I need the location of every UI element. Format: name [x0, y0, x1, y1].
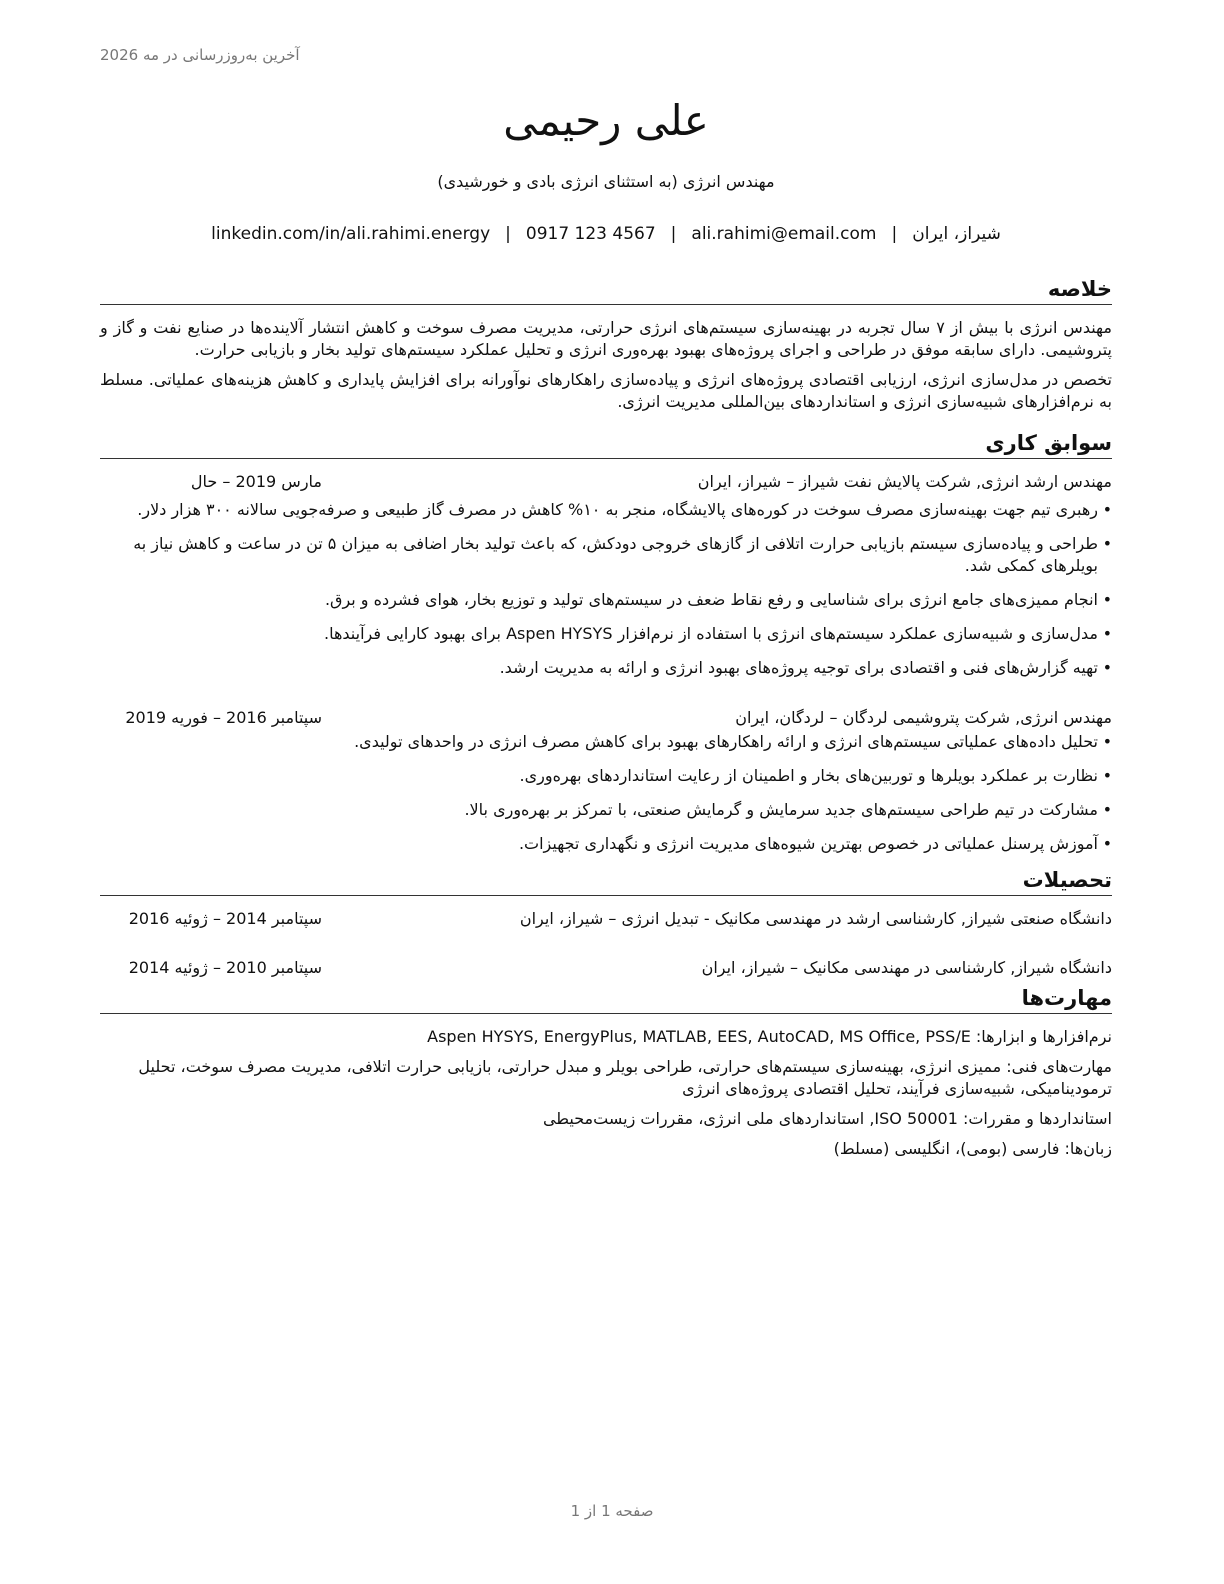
contact-phone[interactable]: 0917 123 4567	[525, 224, 656, 244]
job-header	[100, 707, 1112, 729]
job-entry	[100, 471, 1112, 679]
job-header	[100, 471, 1112, 493]
education-title: دانشگاه صنعتی شیراز, کارشناسی ارشد در مهندسی مکانیک - تبدیل انرژی – شیراز، ایران	[519, 909, 1112, 928]
education-date: سپتامبر 2010 – ژوئیه 2014	[128, 958, 322, 977]
bullet-item: • انجام ممیزی‌های جامع انرژی برای شناسایی و رفع نقاط ضعف در سیستم‌های تولید و توزیع بخار، هوای فشرده و برق.	[100, 589, 1112, 611]
contact-separator: |	[891, 224, 898, 244]
bullet-item: • طراحی و پیاده‌سازی سیستم بازیابی حرارت اتلافی از گازهای خروجی دودکش، که باعث تولید بخار اضافی به میزان ۵ تن در ساعت و کاهش نیاز به بویلرهای کمکی شد.	[100, 533, 1112, 577]
contact-location: شیراز، ایران	[912, 224, 1001, 244]
resume-page	[100, 0, 1112, 1584]
bullet-item: • رهبری تیم جهت بهینه‌سازی مصرف سوخت در کوره‌های پالایشگاه، منجر به ۱۰% کاهش در مصرف گاز طبیعی و صرفه‌جویی سالانه ۳۰۰ هزار دلار.	[100, 499, 1112, 521]
bullet-item: • تحلیل داده‌های عملیاتی سیستم‌های انرژی و ارائه راهکارهای بهبود برای کاهش مصرف انرژی در واحدهای تولیدی.	[100, 731, 1112, 753]
education-date: سپتامبر 2014 – ژوئیه 2016	[128, 909, 322, 928]
experience-section	[100, 430, 1112, 855]
job-title: مهندس انرژی, شرکت پتروشیمی لردگان – لردگان، ایران	[735, 708, 1112, 727]
contact-email[interactable]: ali.rahimi@email.com	[691, 224, 877, 244]
job-date: سپتامبر 2016 – فوریه 2019	[125, 708, 322, 727]
contact-separator: |	[670, 224, 677, 244]
bullet-item: • تهیه گزارش‌های فنی و اقتصادی برای توجیه پروژه‌های بهبود انرژی و ارائه به مدیریت ارشد.	[100, 657, 1112, 679]
last-updated-note: آخرین به‌روزرسانی در مه 2026	[100, 46, 300, 64]
job-date: مارس 2019 – حال	[190, 472, 322, 491]
job-title: مهندس ارشد انرژی, شرکت پالایش نفت شیراز – شیراز، ایران	[697, 472, 1112, 491]
contact-separator: |	[505, 224, 511, 244]
bullet-item: • مشارکت در تیم طراحی سیستم‌های جدید سرمایش و گرمایش صنعتی، با تمرکز بر بهره‌وری بالا.	[100, 799, 1112, 821]
candidate-name: علی رحیمی	[503, 96, 709, 145]
education-heading: تحصیلات	[100, 867, 1112, 896]
job-bullets	[100, 499, 1112, 679]
summary-paragraph: تخصص در مدل‌سازی انرژی، ارزیابی اقتصادی پروژه‌های انرژی و پیاده‌سازی راهکارهای نوآورانه برای افزایش پایداری و کاهش هزینه‌های عملیاتی. مسلط به نرم‌افزارهای شبیه‌سازی انرژی و استانداردهای بین‌المللی مدیریت انرژی.	[100, 370, 1112, 411]
job-subtitle: مهندس انرژی (به استثنای انرژی بادی و خورشیدی)	[437, 172, 775, 191]
job-bullets	[100, 731, 1112, 855]
bullet-item: • مدل‌سازی و شبیه‌سازی عملکرد سیستم‌های انرژی با استفاده از نرم‌افزار Aspen HYSYS برای بهبود کارایی فرآیندها.	[100, 623, 1112, 645]
bullet-item: • آموزش پرسنل عملیاتی در خصوص بهترین شیوه‌های مدیریت انرژی و نگهداری تجهیزات.	[100, 833, 1112, 855]
bullet-item: • نظارت بر عملکرد بویلرها و توربین‌های بخار و اطمینان از رعایت استانداردهای بهره‌وری.	[100, 765, 1112, 787]
skills-section	[100, 985, 1112, 1160]
job-entry	[100, 707, 1112, 855]
education-section	[100, 867, 1112, 979]
page-number: صفحه 1 از 1	[570, 1502, 654, 1520]
experience-heading: سوابق کاری	[100, 430, 1112, 459]
summary-section	[100, 276, 1112, 413]
skill-row: استانداردها و مقررات: ISO 50001, استانداردهای ملی انرژی، مقررات زیست‌محیطی	[542, 1109, 1112, 1128]
contact-line	[100, 224, 1112, 244]
skills-heading: مهارت‌ها	[100, 985, 1112, 1014]
education-title: دانشگاه شیراز, کارشناسی در مهندسی مکانیک – شیراز، ایران	[701, 958, 1112, 977]
summary-paragraph: مهندس انرژی با بیش از ۷ سال تجربه در بهینه‌سازی سیستم‌های انرژی حرارتی، مدیریت مصرف سوخت و کاهش انتشار آلاینده‌ها در صنایع نفت و گاز و پتروشیمی. دارای سابقه موفق در طراحی و اجرای پروژه‌های بهبود بهره‌وری انرژی و تحلیل عملکرد سیستم‌های تولید بخار و بازیابی حرارت.	[100, 318, 1112, 359]
summary-heading: خلاصه	[100, 276, 1112, 305]
skill-row: نرم‌افزارها و ابزارها: Aspen HYSYS, EnergyPlus, MATLAB, EES, AutoCAD, MS Office, PSS/E	[427, 1027, 1112, 1046]
resume-content	[100, 276, 1112, 1168]
skill-row: مهارت‌های فنی: ممیزی انرژی، بهینه‌سازی سیستم‌های حرارتی، طراحی بویلر و مبدل حرارتی، بازیابی حرارت اتلافی، مدیریت مصرف سوخت، تحلیل ترمودینامیکی، شبیه‌سازی فرآیند، تحلیل اقتصادی پروژه‌های انرژی	[138, 1057, 1112, 1098]
education-entry	[100, 957, 1112, 979]
education-entry	[100, 908, 1112, 930]
contact-linkedin[interactable]: linkedin.com/in/ali.rahimi.energy	[211, 224, 491, 244]
skill-row: زبان‌ها: فارسی (بومی)، انگلیسی (مسلط)	[833, 1139, 1112, 1158]
